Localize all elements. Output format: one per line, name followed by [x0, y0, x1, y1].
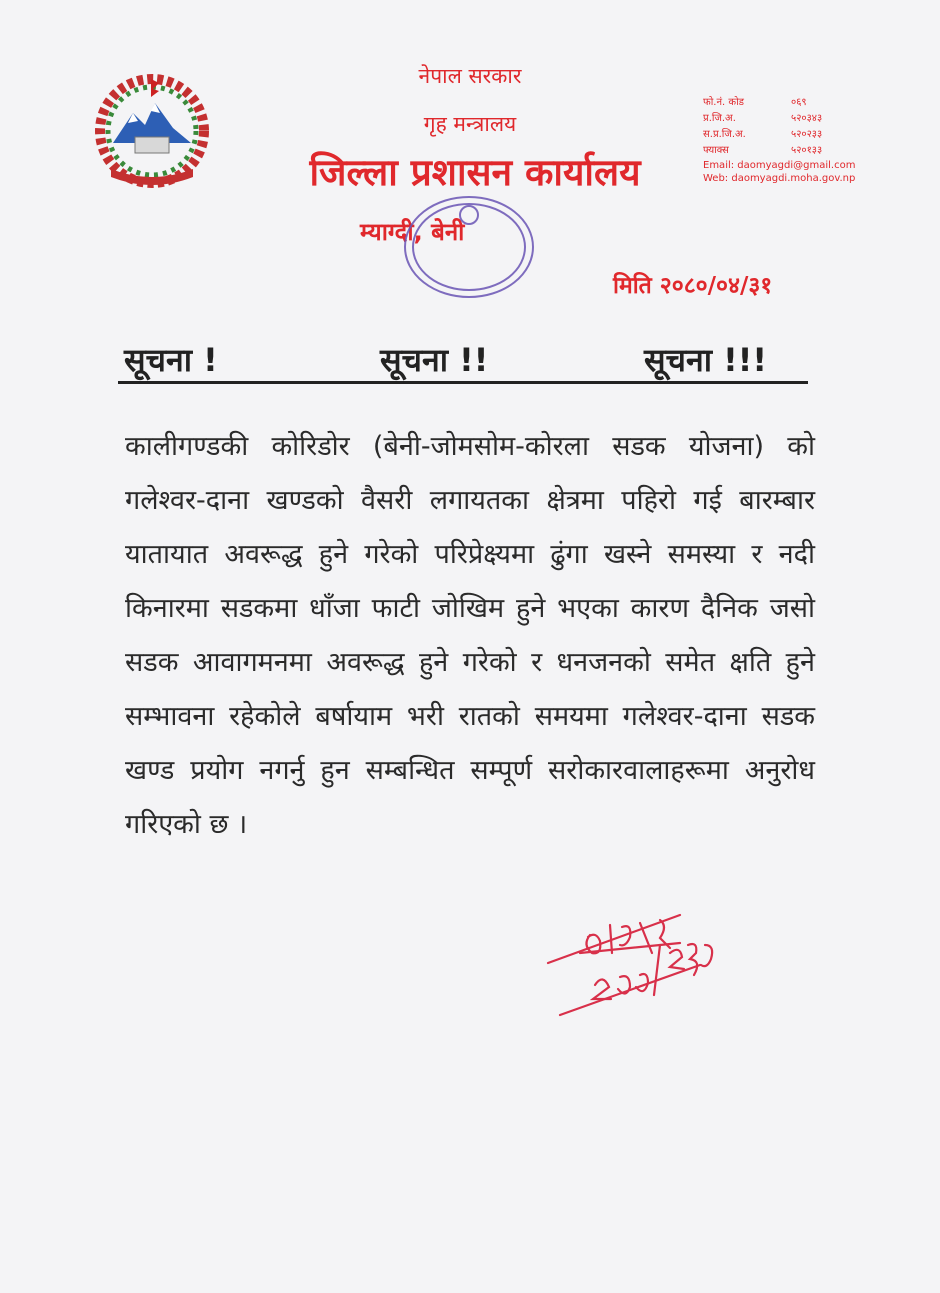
notice-heading-1: सूचना !: [124, 341, 218, 379]
contact-email[interactable]: Email: daomyagdi@gmail.com: [703, 160, 856, 171]
notice-body: कालीगण्डकी कोरिडोर (बेनी-जोमसोम-कोरला सडक योजना) को गलेश्वर-दाना खण्डको वैसरी लगायतका क्षेत्रमा पहिरो गई बारम्बार यातायात अवरूद्ध हुने गरेको परिप्रेक्ष्यमा ढुंगा खस्ने समस्या र नदी किनारमा सडकमा धाँजा फाटी जोखिम हुने भएका कारण दैनिक जसो सडक आवागमनमा अवरूद्ध हुने गरेको र धनजनको समेत क्षति हुने सम्भावना रहेकोले बर्षायाम भरी रातको समयमा गलेश्वर-दाना सडक खण्ड प्रयोग नगर्नु हुन सम्बन्धित सम्पूर्ण सरोकारवालाहरूमा अनुरोध गरिएको छ ।: [125, 431, 815, 840]
contact-value: ५२०१३३: [791, 145, 823, 156]
contact-phone-code: [703, 94, 903, 108]
contact-label: फो.नं. कोड: [703, 97, 745, 108]
notice-date: मिति २०८०/०४/३१: [613, 273, 773, 299]
ministry-name: गृह मन्त्रालय: [423, 112, 517, 136]
contact-label: स.प्र.जि.अ.: [703, 129, 746, 140]
contact-cdo: [703, 110, 903, 124]
notice-heading-2: सूचना !!: [380, 341, 489, 379]
contact-label: फ्याक्स: [703, 145, 729, 156]
office-stamp-icon: [400, 193, 538, 301]
contact-label: प्र.जि.अ.: [703, 113, 736, 124]
contact-web[interactable]: Web: daomyagdi.moha.gov.np: [703, 173, 856, 184]
signature-icon: [540, 905, 790, 1045]
office-name: जिल्ला प्रशासन कार्यालय: [309, 151, 641, 194]
contact-fax: [703, 142, 903, 156]
contact-value: ०६९: [791, 97, 807, 108]
contact-value: ५२०३४३: [791, 113, 823, 124]
contact-acdo: [703, 126, 903, 140]
government-name: नेपाल सरकार: [418, 64, 522, 88]
notice-heading-3: सूचना !!!: [644, 341, 767, 379]
office-location: म्याग्दी, बेनी: [360, 218, 465, 246]
contact-value: ५२०२३३: [791, 129, 823, 140]
heading-underline: [118, 381, 808, 384]
